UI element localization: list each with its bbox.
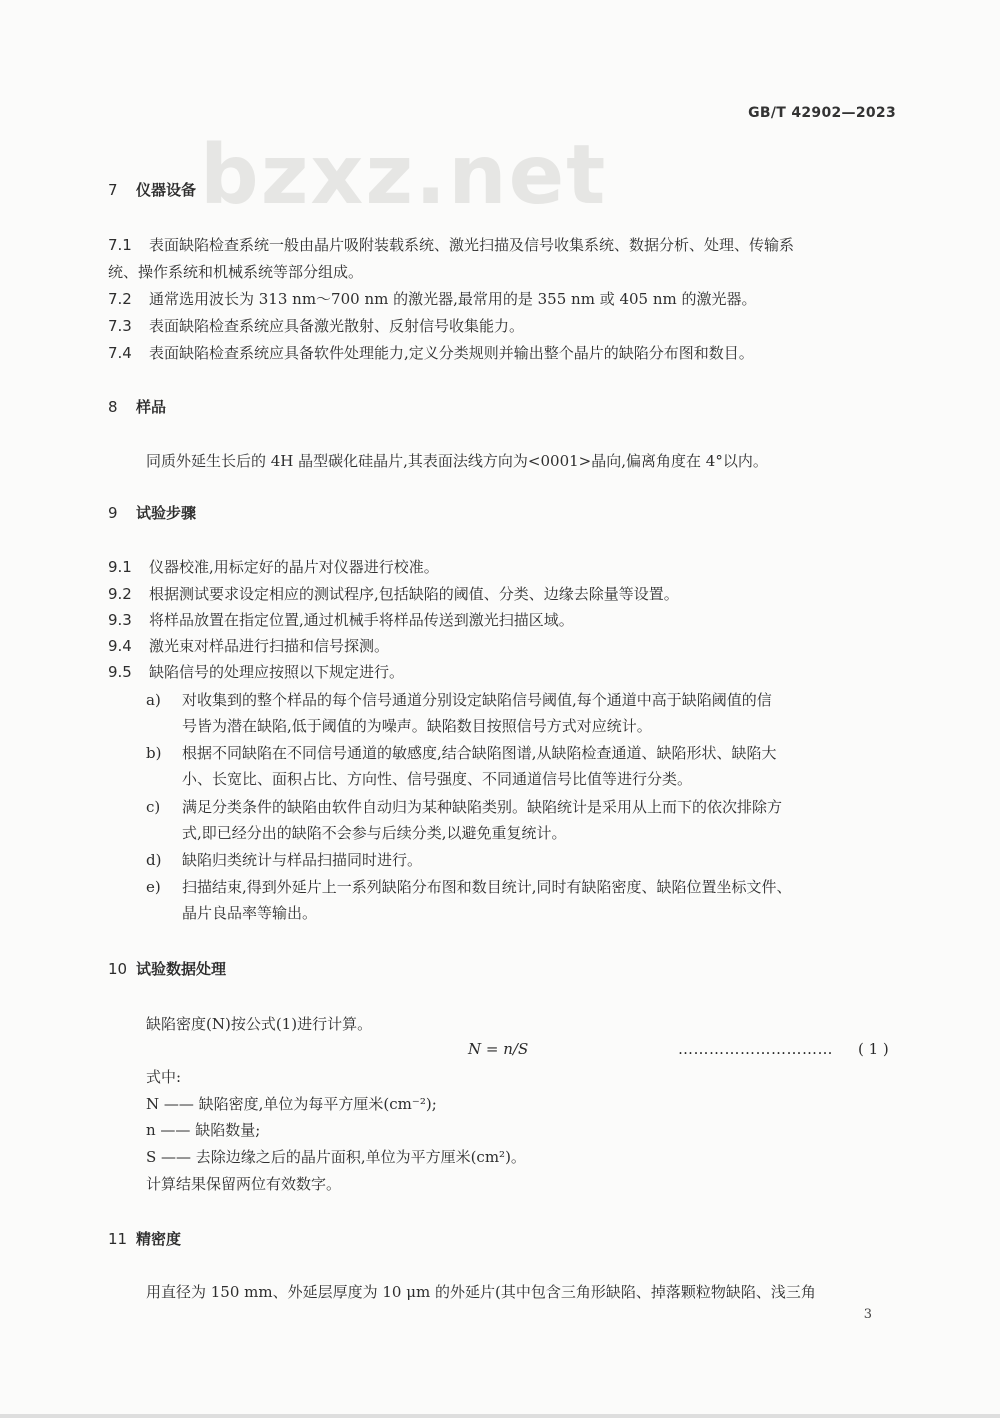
list-item-a-cont: 号皆为潜在缺陷,低于阈值的为噪声。缺陷数目按照信号方式对应统计。 bbox=[182, 717, 652, 735]
list-item-d bbox=[146, 849, 422, 870]
item-text: 根据不同缺陷在不同信号通道的敏感度,结合缺陷图谱,从缺陷检查通道、缺陷形状、缺陷大 bbox=[182, 744, 777, 762]
page-edge bbox=[0, 1414, 1000, 1418]
clause-9-2 bbox=[108, 583, 679, 604]
list-item-c-cont: 式,即已经分出的缺陷不会参与后续分类,以避免重复统计。 bbox=[182, 824, 567, 842]
watermark: bzxz.net bbox=[200, 128, 608, 223]
clause-9-4 bbox=[108, 635, 389, 656]
formula-intro: 缺陷密度(N)按公式(1)进行计算。 bbox=[146, 1015, 373, 1033]
list-item-e-cont: 晶片良品率等输出。 bbox=[182, 904, 318, 922]
clause-number: 7.2 bbox=[108, 290, 132, 308]
section-number: 8 bbox=[108, 398, 118, 416]
clause-number: 7.1 bbox=[108, 236, 132, 254]
clause-number: 9.3 bbox=[108, 611, 132, 629]
section-9-heading bbox=[108, 502, 196, 523]
formula-leader-dots: ………………………… bbox=[678, 1040, 833, 1058]
variable-n-count: n —— 缺陷数量; bbox=[146, 1121, 261, 1139]
clause-number: 7.4 bbox=[108, 344, 132, 362]
section-title: 样品 bbox=[136, 398, 167, 416]
list-item-b bbox=[146, 742, 777, 763]
section-number: 11 bbox=[108, 1230, 128, 1248]
clause-text: 根据测试要求设定相应的测试程序,包括缺陷的阈值、分类、边缘去除量等设置。 bbox=[149, 585, 679, 603]
clause-7-1-cont: 统、操作系统和机械系统等部分组成。 bbox=[108, 263, 364, 281]
item-letter: d) bbox=[146, 851, 162, 869]
section-title: 精密度 bbox=[136, 1230, 182, 1248]
precision-text: 用直径为 150 mm、外延层厚度为 10 μm 的外延片(其中包含三角形缺陷、掉落颗粒物缺陷、浅三角 bbox=[146, 1283, 816, 1301]
variable-s-area: S —— 去除边缘之后的晶片面积,单位为平方厘米(cm²)。 bbox=[146, 1148, 526, 1166]
section-number: 9 bbox=[108, 504, 118, 522]
formula-number: ( 1 ) bbox=[858, 1040, 889, 1058]
result-precision-note: 计算结果保留两位有效数字。 bbox=[146, 1175, 342, 1193]
item-text: 扫描结束,得到外延片上一系列缺陷分布图和数目统计,同时有缺陷密度、缺陷位置坐标文件、 bbox=[182, 878, 792, 896]
clause-9-3 bbox=[108, 609, 574, 630]
clause-number: 7.3 bbox=[108, 317, 132, 335]
clause-number: 9.4 bbox=[108, 637, 132, 655]
clause-number: 9.1 bbox=[108, 558, 132, 576]
clause-text: 表面缺陷检查系统应具备激光散射、反射信号收集能力。 bbox=[149, 317, 525, 335]
section-title: 试验步骤 bbox=[136, 504, 197, 522]
clause-text: 激光束对样品进行扫描和信号探测。 bbox=[149, 637, 390, 655]
clause-number: 9.5 bbox=[108, 663, 132, 681]
clause-text: 缺陷信号的处理应按照以下规定进行。 bbox=[149, 663, 405, 681]
clause-number: 9.2 bbox=[108, 585, 132, 603]
clause-text: 将样品放置在指定位置,通过机械手将样品传送到激光扫描区域。 bbox=[149, 611, 574, 629]
sample-description: 同质外延生长后的 4H 晶型碳化硅晶片,其表面法线方向为<0001>晶向,偏离角度在 4°以内。 bbox=[146, 452, 768, 470]
list-item-a bbox=[146, 689, 772, 710]
list-item-e bbox=[146, 876, 792, 897]
item-letter: e) bbox=[146, 878, 161, 896]
clause-text: 表面缺陷检查系统一般由晶片吸附装载系统、激光扫描及信号收集系统、数据分析、处理、传输系 bbox=[149, 236, 795, 254]
item-text: 满足分类条件的缺陷由软件自动归为某种缺陷类别。缺陷统计是采用从上而下的依次排除方 bbox=[182, 798, 783, 816]
clause-text: 仪器校准,用标定好的晶片对仪器进行校准。 bbox=[149, 558, 439, 576]
list-item-b-cont: 小、长宽比、面积占比、方向性、信号强度、不同通道信号比值等进行分类。 bbox=[182, 770, 693, 788]
clause-9-5 bbox=[108, 661, 404, 682]
section-10-heading bbox=[108, 958, 226, 979]
section-title: 仪器设备 bbox=[136, 181, 197, 199]
section-title: 试验数据处理 bbox=[136, 960, 227, 978]
section-number: 10 bbox=[108, 960, 128, 978]
clause-7-3 bbox=[108, 315, 524, 336]
clause-text: 表面缺陷检查系统应具备软件处理能力,定义分类规则并输出整个晶片的缺陷分布图和数目。 bbox=[149, 344, 754, 362]
item-letter: c) bbox=[146, 798, 161, 816]
item-text: 缺陷归类统计与样品扫描同时进行。 bbox=[182, 851, 423, 869]
section-7-heading bbox=[108, 179, 196, 200]
clause-7-2 bbox=[108, 288, 757, 309]
standard-code: GB/T 42902—2023 bbox=[748, 105, 896, 121]
item-letter: a) bbox=[146, 691, 161, 709]
where-label: 式中: bbox=[146, 1068, 182, 1086]
formula: N = n/S bbox=[468, 1040, 529, 1058]
section-8-heading bbox=[108, 396, 166, 417]
list-item-c bbox=[146, 796, 782, 817]
page-number: 3 bbox=[863, 1307, 872, 1322]
clause-text: 通常选用波长为 313 nm～700 nm 的激光器,最常用的是 355 nm 或 405 nm 的激光器。 bbox=[149, 290, 757, 308]
section-number: 7 bbox=[108, 181, 118, 199]
clause-9-1 bbox=[108, 556, 439, 577]
clause-7-4 bbox=[108, 342, 754, 363]
clause-7-1 bbox=[108, 234, 794, 255]
section-11-heading bbox=[108, 1228, 181, 1249]
item-letter: b) bbox=[146, 744, 162, 762]
variable-n-density: N —— 缺陷密度,单位为每平方厘米(cm⁻²); bbox=[146, 1095, 437, 1113]
item-text: 对收集到的整个样品的每个信号通道分别设定缺陷信号阈值,每个通道中高于缺陷阈值的信 bbox=[182, 691, 772, 709]
